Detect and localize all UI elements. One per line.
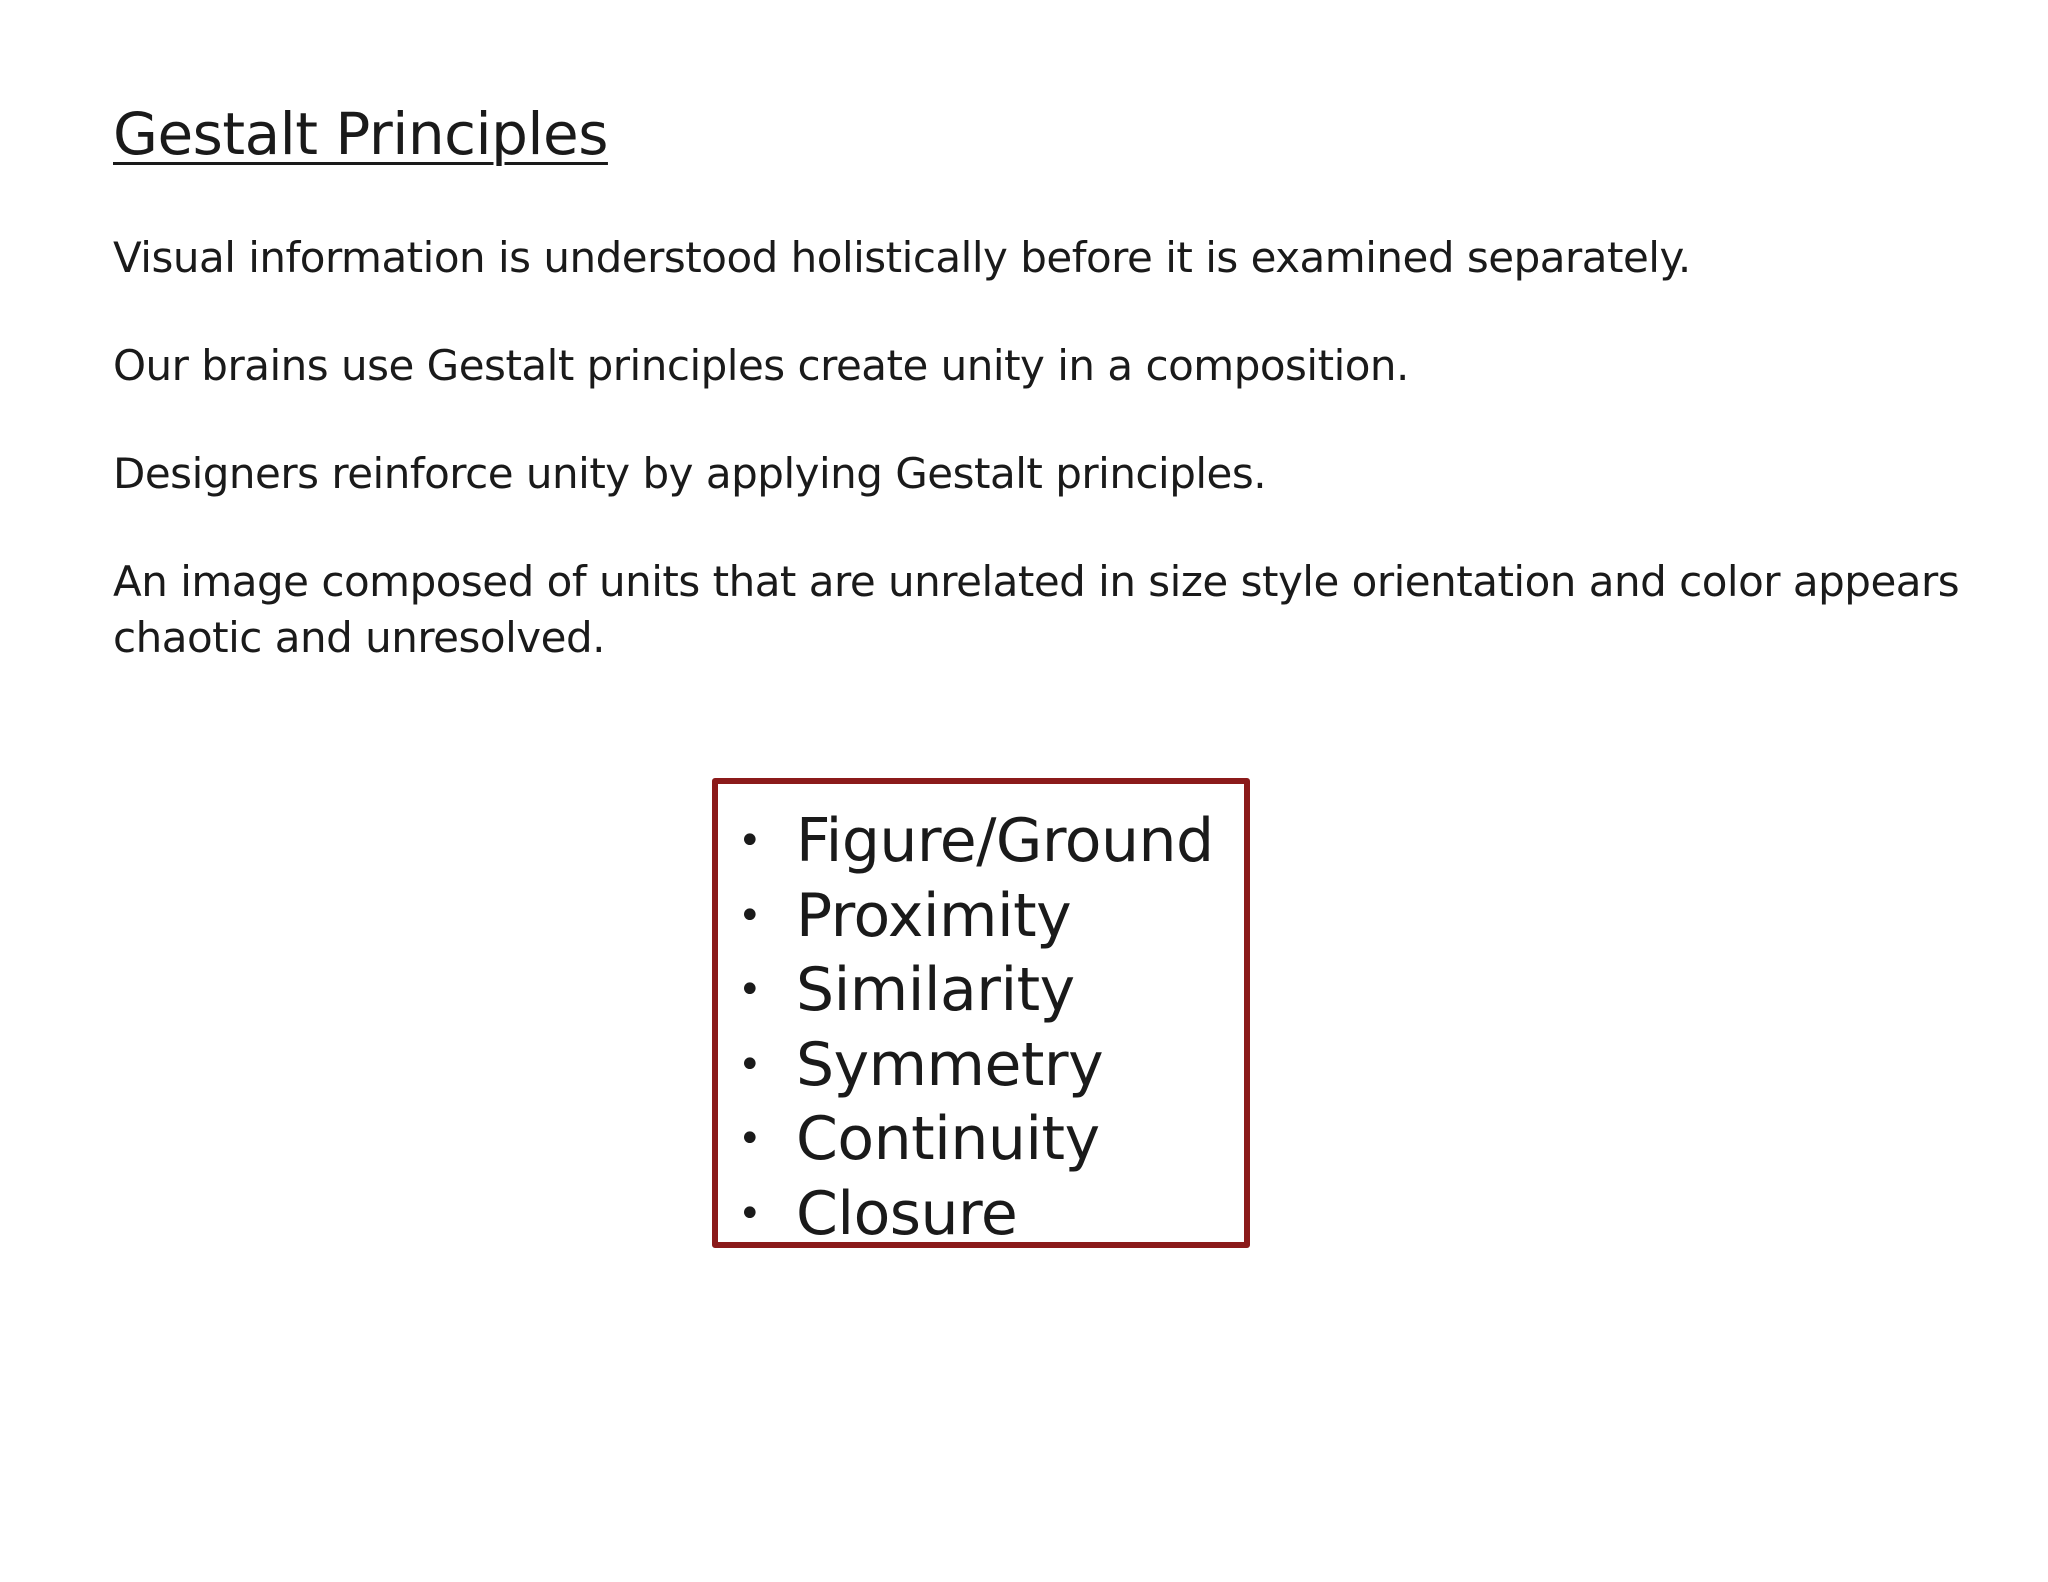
bullet-icon: • bbox=[738, 818, 762, 865]
bullet-icon: • bbox=[738, 1041, 762, 1088]
bullet-icon: • bbox=[738, 1190, 762, 1237]
bullet-icon: • bbox=[738, 892, 762, 939]
list-item bbox=[738, 879, 1244, 954]
slide-title: Gestalt Principles bbox=[113, 100, 608, 168]
paragraph: Our brains use Gestalt principles create unity in a composition. bbox=[113, 341, 1409, 390]
principle-label: Closure bbox=[796, 1178, 1018, 1249]
paragraph: Visual information is understood holistically before it is examined separately. bbox=[113, 233, 1691, 282]
principles-box bbox=[712, 778, 1250, 1248]
principle-label: Symmetry bbox=[796, 1029, 1104, 1100]
principle-label: Proximity bbox=[796, 880, 1072, 951]
principle-label: Similarity bbox=[796, 955, 1075, 1026]
list-item bbox=[738, 953, 1244, 1028]
principle-label: Continuity bbox=[796, 1104, 1100, 1175]
bullet-icon: • bbox=[738, 967, 762, 1014]
paragraph: An image composed of units that are unrelated in size style orientation and color appears chaotic and unresolved. bbox=[113, 557, 1960, 662]
principle-label: Figure/Ground bbox=[796, 806, 1214, 877]
principles-list bbox=[738, 804, 1244, 1251]
list-item bbox=[738, 1177, 1244, 1252]
paragraph: Designers reinforce unity by applying Gestalt principles. bbox=[113, 449, 1267, 498]
list-item bbox=[738, 1102, 1244, 1177]
bullet-icon: • bbox=[738, 1116, 762, 1163]
list-item bbox=[738, 1028, 1244, 1103]
body-text bbox=[113, 230, 1983, 718]
list-item bbox=[738, 804, 1244, 879]
